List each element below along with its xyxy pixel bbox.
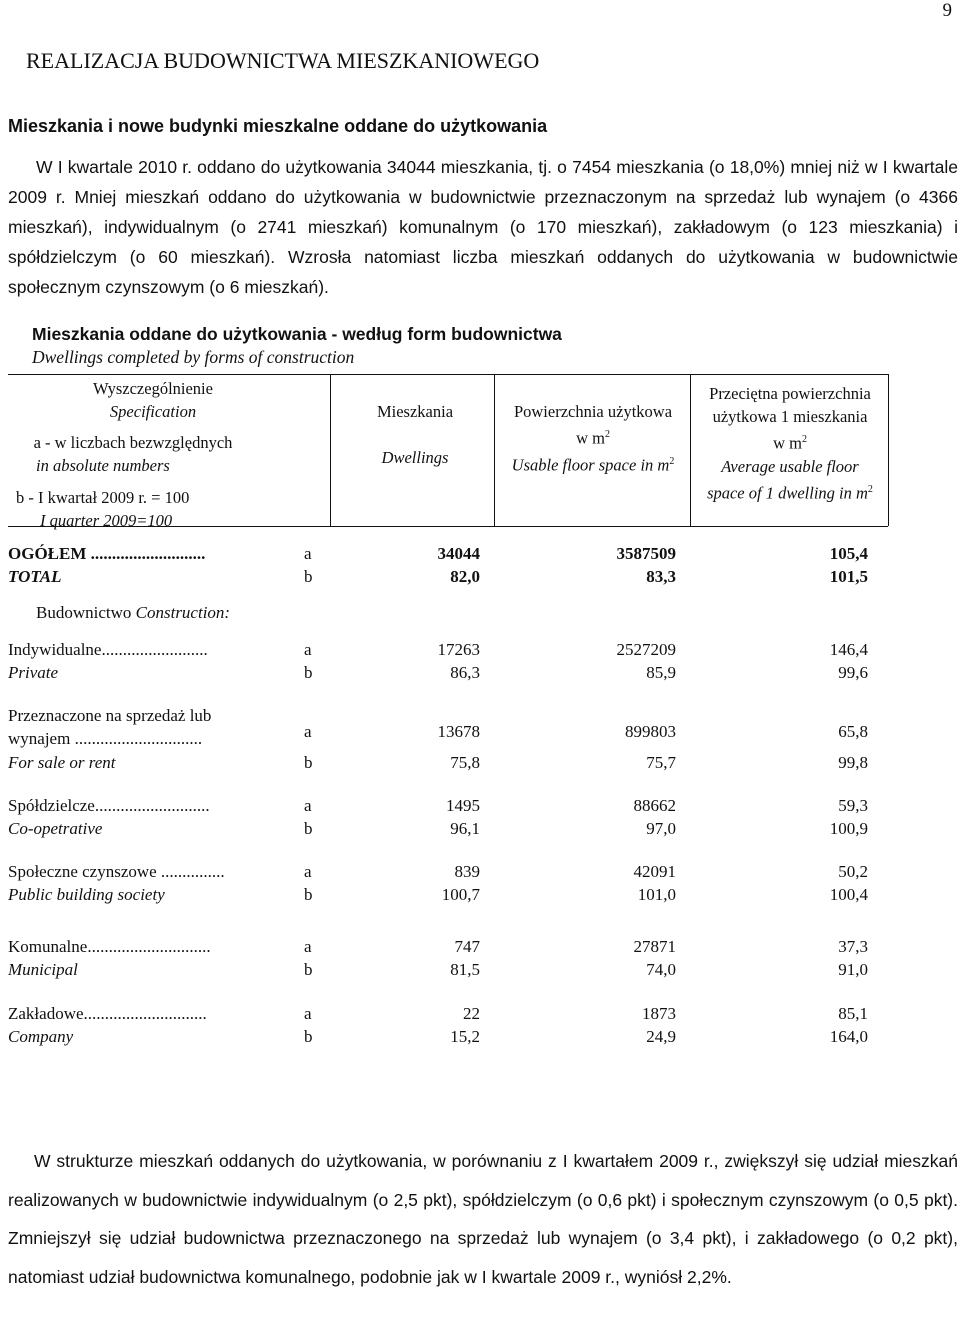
intro-paragraph	[8, 152, 958, 302]
row-label-coop-en: Co-opetrative	[8, 819, 103, 838]
header-dwellings	[340, 400, 490, 469]
b-marker: b	[304, 663, 313, 682]
col3-unit: w m	[773, 433, 802, 453]
header-specification	[8, 377, 298, 423]
cell-total-a-dwellings: 34044	[437, 544, 480, 563]
cell-coop-b-floor: 97,0	[646, 819, 676, 838]
col1-en: Dwellings	[381, 448, 449, 467]
col3-en2: space of 1 dwelling in m	[707, 483, 868, 502]
intro-paragraph-text: W I kwartale 2010 r. oddano do użytkowania 34044 mieszkania, tj. o 7454 mieszkania (o 18,0%) mniej niż w I kwartale 2009 r. Mniej mieszkań oddano do użytkowania w budownictwie przeznaczonym na sprzedaż lub wynajem (o 4366 mieszkań), indywidualnym (o 2741 mieszkań) komunalnym (o 170 mieszkań), zakładowym (o 123 mieszkania) i spółdzielczym (o 60 mieszkań). Wzrosła natomiast liczba mieszkań oddanych do użytkowania w budownictwie społecznym czynszowym (o 6 mieszkań).	[8, 157, 958, 297]
cell-private-a-average: 146,4	[829, 640, 868, 659]
col1-pl: Mieszkania	[376, 402, 454, 421]
cell-sale-b-floor: 75,7	[646, 753, 676, 772]
cell-private-b-dwellings: 86,3	[450, 663, 480, 682]
cell-total-a-average: 105,4	[829, 544, 868, 563]
b-marker: b	[304, 753, 313, 772]
row-label-sale-en: For sale or rent	[8, 753, 116, 772]
cell-sale-a-average: 65,8	[838, 722, 868, 741]
section-label-en: Construction:	[135, 603, 231, 622]
section-label	[36, 603, 230, 623]
cell-social-a-average: 50,2	[838, 862, 868, 881]
cell-social-a-floor: 42091	[633, 862, 676, 881]
cell-social-a-dwellings: 839	[454, 862, 480, 881]
a-marker: a	[304, 640, 312, 659]
sup: 2	[669, 455, 675, 467]
cell-coop-a-floor: 88662	[633, 796, 676, 815]
cell-company-b-average: 164,0	[829, 1027, 868, 1046]
b-marker: b	[304, 960, 313, 979]
a-marker: a	[304, 862, 312, 881]
a-marker: a	[304, 1004, 312, 1023]
cell-coop-a-average: 59,3	[838, 796, 868, 815]
col3-pl2: użytkowa 1 mieszkania	[712, 407, 868, 426]
a-marker: a	[304, 937, 312, 956]
col2-unit: w m	[576, 428, 605, 448]
cell-municipal-b-average: 91,0	[838, 960, 868, 979]
cell-municipal-a-floor: 27871	[633, 937, 676, 956]
sup: 2	[867, 483, 873, 495]
cell-social-b-average: 100,4	[829, 885, 868, 904]
row-label-private: Indywidualne.........................	[8, 640, 208, 659]
cell-total-b-average: 101,5	[829, 567, 868, 586]
header-b-legend	[16, 486, 256, 532]
cell-social-b-dwellings: 100,7	[441, 885, 480, 904]
row-label-sale-2: wynajem ..............................	[8, 729, 203, 748]
cell-total-b-dwellings: 82,0	[450, 567, 480, 586]
cell-coop-b-average: 100,9	[829, 819, 868, 838]
row-label-coop: Spółdzielcze...........................	[8, 796, 210, 815]
header-a-legend	[8, 431, 258, 477]
b-legend-pl: b - I kwartał 2009 r. = 100	[16, 488, 190, 507]
row-label-social: Społeczne czynszowe ...............	[8, 862, 225, 881]
table-top-rule	[8, 374, 888, 375]
table-subtitle: Dwellings completed by forms of construction	[32, 347, 355, 367]
b-marker: b	[304, 819, 313, 838]
header-divider	[690, 374, 691, 526]
a-marker: a	[304, 544, 312, 563]
cell-total-b-floor: 83,3	[646, 567, 676, 586]
cell-sale-b-dwellings: 75,8	[450, 753, 480, 772]
summary-paragraph	[8, 1142, 958, 1296]
header-divider	[494, 374, 495, 526]
cell-coop-b-dwellings: 96,1	[450, 819, 480, 838]
row-label-sale: Przeznaczone na sprzedaż lub	[8, 706, 212, 725]
cell-sale-a-dwellings: 13678	[437, 722, 480, 741]
a-marker: a	[304, 722, 312, 741]
cell-company-a-floor: 1873	[642, 1004, 676, 1023]
a-legend-en: in absolute numbers	[36, 456, 170, 475]
sup: 2	[801, 434, 807, 445]
col3-pl1: Przeciętna powierzchnia	[709, 384, 871, 403]
row-label-social-en: Public building society	[8, 885, 165, 904]
spec-en: Specification	[109, 402, 197, 421]
cell-total-a-floor: 3587509	[616, 544, 676, 563]
cell-company-a-dwellings: 22	[463, 1004, 480, 1023]
header-average-floor	[692, 382, 888, 504]
cell-municipal-b-dwellings: 81,5	[450, 960, 480, 979]
a-marker: a	[304, 796, 312, 815]
cell-sale-a-floor: 899803	[625, 722, 676, 741]
cell-company-b-floor: 24,9	[646, 1027, 676, 1046]
row-label-company-en: Company	[8, 1027, 74, 1046]
col3-en1: Average usable floor	[721, 456, 859, 476]
b-marker: b	[304, 567, 313, 586]
section-subtitle: Mieszkania i nowe budynki mieszkalne oddane do użytkowania	[8, 116, 548, 136]
page-number: 9	[942, 0, 952, 21]
cell-municipal-b-floor: 74,0	[646, 960, 676, 979]
a-legend-pl: a - w liczbach bezwzględnych	[33, 433, 233, 452]
col2-en: Usable floor space in m	[511, 455, 670, 474]
b-legend-en: I quarter 2009=100	[40, 511, 173, 530]
row-label-private-en: Private	[8, 663, 59, 682]
row-label-company: Zakładowe.............................	[8, 1004, 207, 1023]
cell-municipal-a-average: 37,3	[838, 937, 868, 956]
header-divider	[888, 374, 889, 526]
cell-private-a-dwellings: 17263	[437, 640, 480, 659]
cell-social-b-floor: 101,0	[637, 885, 676, 904]
header-divider	[330, 374, 331, 526]
cell-private-a-floor: 2527209	[616, 640, 676, 659]
b-marker: b	[304, 885, 313, 904]
cell-municipal-a-dwellings: 747	[454, 937, 480, 956]
section-label-pl: Budownictwo	[36, 603, 132, 622]
sup: 2	[604, 429, 610, 440]
spec-pl: Wyszczególnienie	[93, 379, 213, 398]
header-usable-floor	[498, 400, 688, 476]
summary-paragraph-text: W strukturze mieszkań oddanych do użytkowania, w porównaniu z I kwartałem 2009 r., zwiększył się udział mieszkań realizowanych w budownictwie indywidualnym (o 2,5 pkt), spółdzielczym (o 0,6 pkt) i społecznym czynszowym (o 0,5 pkt). Zmniejszył się udział budownictwa przeznaczonego na sprzedaż lub wynajem (o 3,4 pkt), i zakładowego (o 0,2 pkt), natomiast udział budownictwa komunalnego, podobnie jak w I kwartale 2009 r., wyniósł 2,2%.	[8, 1151, 958, 1287]
row-label-total-en: TOTAL	[8, 567, 62, 586]
row-label-municipal: Komunalne.............................	[8, 937, 211, 956]
table-title: Mieszkania oddane do użytkowania - według form budownictwa	[32, 324, 562, 344]
col2-pl: Powierzchnia użytkowa	[513, 402, 673, 421]
b-marker: b	[304, 1027, 313, 1046]
cell-coop-a-dwellings: 1495	[446, 796, 480, 815]
cell-private-b-average: 99,6	[838, 663, 868, 682]
cell-private-b-floor: 85,9	[646, 663, 676, 682]
cell-company-b-dwellings: 15,2	[450, 1027, 480, 1046]
cell-company-a-average: 85,1	[838, 1004, 868, 1023]
cell-sale-b-average: 99,8	[838, 753, 868, 772]
row-label-municipal-en: Municipal	[8, 960, 78, 979]
page-title: REALIZACJA BUDOWNICTWA MIESZKANIOWEGO	[26, 48, 540, 73]
row-label-total: OGÓŁEM ...........................	[8, 544, 206, 563]
